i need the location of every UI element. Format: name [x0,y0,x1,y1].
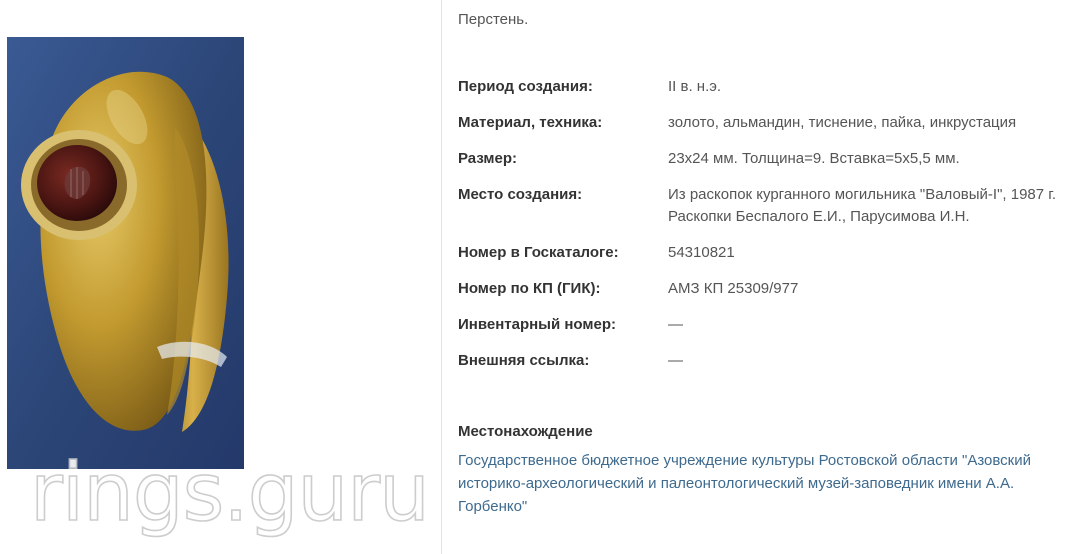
attribute-label: Размер: [458,150,518,167]
attribute-value: 23x24 мм. Толщина=9. Вставка=5x5,5 мм. [668,150,960,167]
attribute-value: золото, альмандин, тиснение, пайка, инкрустация [668,114,1017,131]
ring-image [7,37,244,469]
attribute-label: Место создания: [458,186,583,203]
attribute-value: АМЗ КП 25309/977 [668,280,799,297]
attribute-value: II в. н.э. [668,78,722,95]
attribute-label: Период создания: [458,78,593,95]
attribute-value: Из раскопок курганного могильника "Валовый-I", 1987 г. Раскопки Беспалого Е.И., Парусимова И.Н. [668,186,1057,225]
location-heading: Местонахождение [458,423,593,440]
object-title: Перстень. [458,11,529,28]
site-watermark: rings.guru [30,446,429,539]
attribute-value: — [668,316,683,333]
attribute-label: Внешняя ссылка: [458,352,590,369]
attribute-label: Материал, техника: [458,114,603,131]
attribute-label: Инвентарный номер: [458,316,616,333]
museum-link[interactable]: Государственное бюджетное учреждение культуры Ростовской области "Азовский историко-археологический и палеонтологический музей-заповедник имени А.А. Горбенко" [458,452,1031,515]
attribute-value: — [668,352,683,369]
attribute-value: 54310821 [668,244,735,261]
attribute-label: Номер в Госкаталоге: [458,244,619,261]
attribute-label: Номер по КП (ГИК): [458,280,601,297]
details-panel [442,0,1070,554]
image-panel [0,0,441,554]
ring-photo[interactable] [7,37,244,469]
